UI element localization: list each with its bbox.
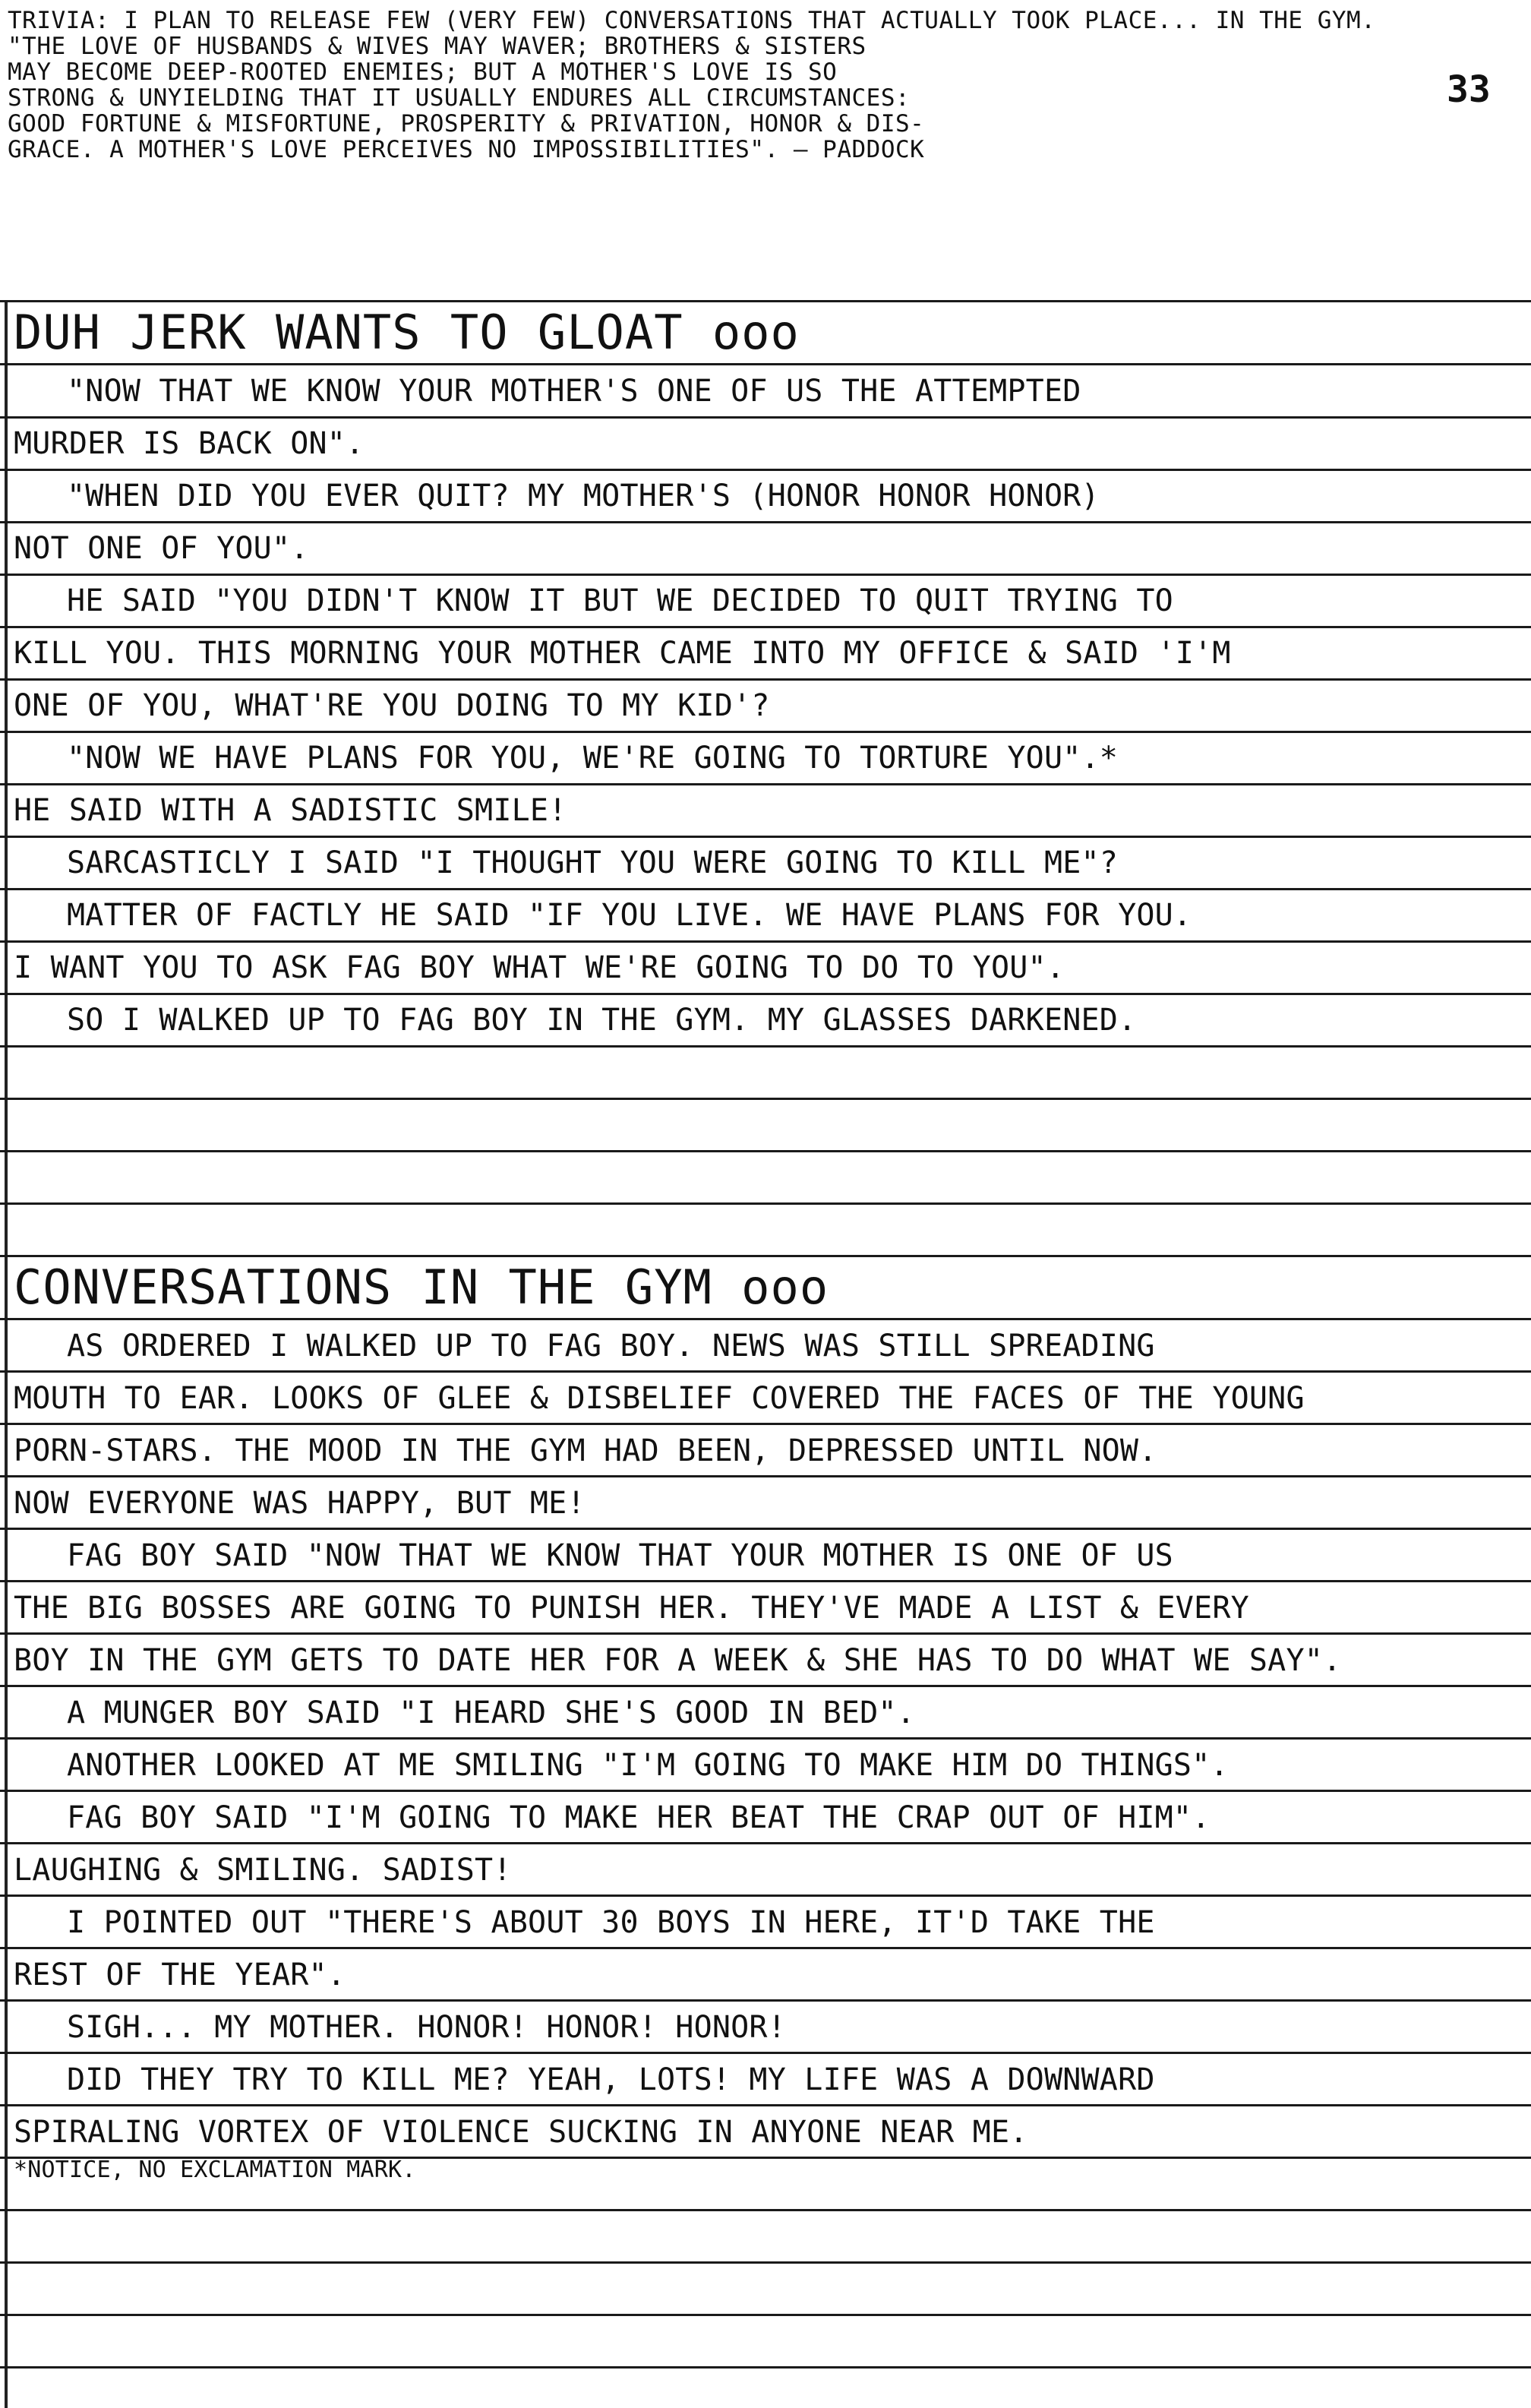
text-line: BOY IN THE GYM GETS TO DATE HER FOR A WEEK & SHE HAS TO DO WHAT WE SAY". xyxy=(14,1643,1342,1678)
footnote: *NOTICE, NO EXCLAMATION MARK. xyxy=(14,2159,416,2182)
quote-line-3: STRONG & UNYIELDING THAT IT USUALLY ENDURES ALL CIRCUMSTANCES: xyxy=(8,84,911,112)
text-line: MATTER OF FACTLY HE SAID "IF YOU LIVE. WE HAVE PLANS FOR YOU. xyxy=(67,898,1192,933)
text-line: REST OF THE YEAR". xyxy=(14,1958,346,1992)
text-line: HE SAID WITH A SADISTIC SMILE! xyxy=(14,793,567,828)
text-line: MURDER IS BACK ON". xyxy=(14,426,365,461)
ruled-line xyxy=(0,1202,1531,1205)
text-line: SPIRALING VORTEX OF VIOLENCE SUCKING IN ANYONE NEAR ME. xyxy=(14,2115,1028,2150)
text-line: LAUGHING & SMILING. SADIST! xyxy=(14,1853,512,1888)
text-line: NOT ONE OF YOU". xyxy=(14,531,309,566)
text-line: AS ORDERED I WALKED UP TO FAG BOY. NEWS WAS STILL SPREADING xyxy=(67,1329,1155,1364)
text-line: SIGH... MY MOTHER. HONOR! HONOR! HONOR! xyxy=(67,2010,786,2045)
quote-line-1: "THE LOVE OF HUSBANDS & WIVES MAY WAVER; BROTHERS & SISTERS xyxy=(8,33,867,60)
section-title-conversations: CONVERSATIONS IN THE GYM ooo xyxy=(14,1259,829,1315)
text-line: "WHEN DID YOU EVER QUIT? MY MOTHER'S (HONOR HONOR HONOR) xyxy=(67,479,1100,514)
ruled-line xyxy=(0,2366,1531,2368)
text-line: MOUTH TO EAR. LOOKS OF GLEE & DISBELIEF COVERED THE FACES OF THE YOUNG xyxy=(14,1381,1305,1416)
text-line: PORN-STARS. THE MOOD IN THE GYM HAD BEEN, DEPRESSED UNTIL NOW. xyxy=(14,1433,1157,1468)
ruled-line xyxy=(0,1045,1531,1048)
quote-line-4: GOOD FORTUNE & MISFORTUNE, PROSPERITY & PRIVATION, HONOR & DIS- xyxy=(8,110,925,137)
text-line: DID THEY TRY TO KILL ME? YEAH, LOTS! MY LIFE WAS A DOWNWARD xyxy=(67,2062,1155,2097)
text-line: FAG BOY SAID "I'M GOING TO MAKE HER BEAT THE CRAP OUT OF HIM". xyxy=(67,1800,1211,1835)
ruled-line xyxy=(0,2261,1531,2264)
section-title-gloat: DUH JERK WANTS TO GLOAT ooo xyxy=(14,305,800,360)
ruled-line xyxy=(0,1098,1531,1100)
text-line: ANOTHER LOOKED AT ME SMILING "I'M GOING TO MAKE HIM DO THINGS". xyxy=(67,1748,1229,1783)
ruled-line xyxy=(0,2209,1531,2211)
text-line: THE BIG BOSSES ARE GOING TO PUNISH HER. THEY'VE MADE A LIST & EVERY xyxy=(14,1591,1249,1626)
page-number: 33 xyxy=(1447,68,1491,111)
ruled-line xyxy=(0,1150,1531,1152)
text-line: ONE OF YOU, WHAT'RE YOU DOING TO MY KID'? xyxy=(14,688,770,723)
page-header xyxy=(8,8,1496,163)
trivia-note: TRIVIA: I PLAN TO RELEASE FEW (VERY FEW) CONVERSATIONS THAT ACTUALLY TOOK PLACE... IN THE GYM. xyxy=(8,7,1376,34)
text-line: FAG BOY SAID "NOW THAT WE KNOW THAT YOUR MOTHER IS ONE OF US xyxy=(67,1538,1173,1573)
text-line: NOW EVERYONE WAS HAPPY, BUT ME! xyxy=(14,1486,586,1521)
margin-line xyxy=(5,300,8,2408)
text-line: SARCASTICLY I SAID "I THOUGHT YOU WERE GOING TO KILL ME"? xyxy=(67,845,1119,880)
text-line: KILL YOU. THIS MORNING YOUR MOTHER CAME INTO MY OFFICE & SAID 'I'M xyxy=(14,636,1231,671)
ruled-line xyxy=(0,2314,1531,2316)
quote-line-2: MAY BECOME DEEP-ROOTED ENEMIES; BUT A MOTHER'S LOVE IS SO xyxy=(8,58,838,86)
text-line: I WANT YOU TO ASK FAG BOY WHAT WE'RE GOING TO DO TO YOU". xyxy=(14,950,1065,985)
text-line: "NOW WE HAVE PLANS FOR YOU, WE'RE GOING TO TORTURE YOU".* xyxy=(67,741,1119,776)
text-line: SO I WALKED UP TO FAG BOY IN THE GYM. MY GLASSES DARKENED. xyxy=(67,1003,1137,1038)
quote-line-5: GRACE. A MOTHER'S LOVE PERCEIVES NO IMPOSSIBILITIES". — PADDOCK xyxy=(8,136,925,163)
text-line: "NOW THAT WE KNOW YOUR MOTHER'S ONE OF US THE ATTEMPTED xyxy=(67,374,1081,409)
text-line: A MUNGER BOY SAID "I HEARD SHE'S GOOD IN BED". xyxy=(67,1695,915,1730)
text-line: I POINTED OUT "THERE'S ABOUT 30 BOYS IN HERE, IT'D TAKE THE xyxy=(67,1905,1155,1940)
text-line: HE SAID "YOU DIDN'T KNOW IT BUT WE DECIDED TO QUIT TRYING TO xyxy=(67,583,1173,618)
